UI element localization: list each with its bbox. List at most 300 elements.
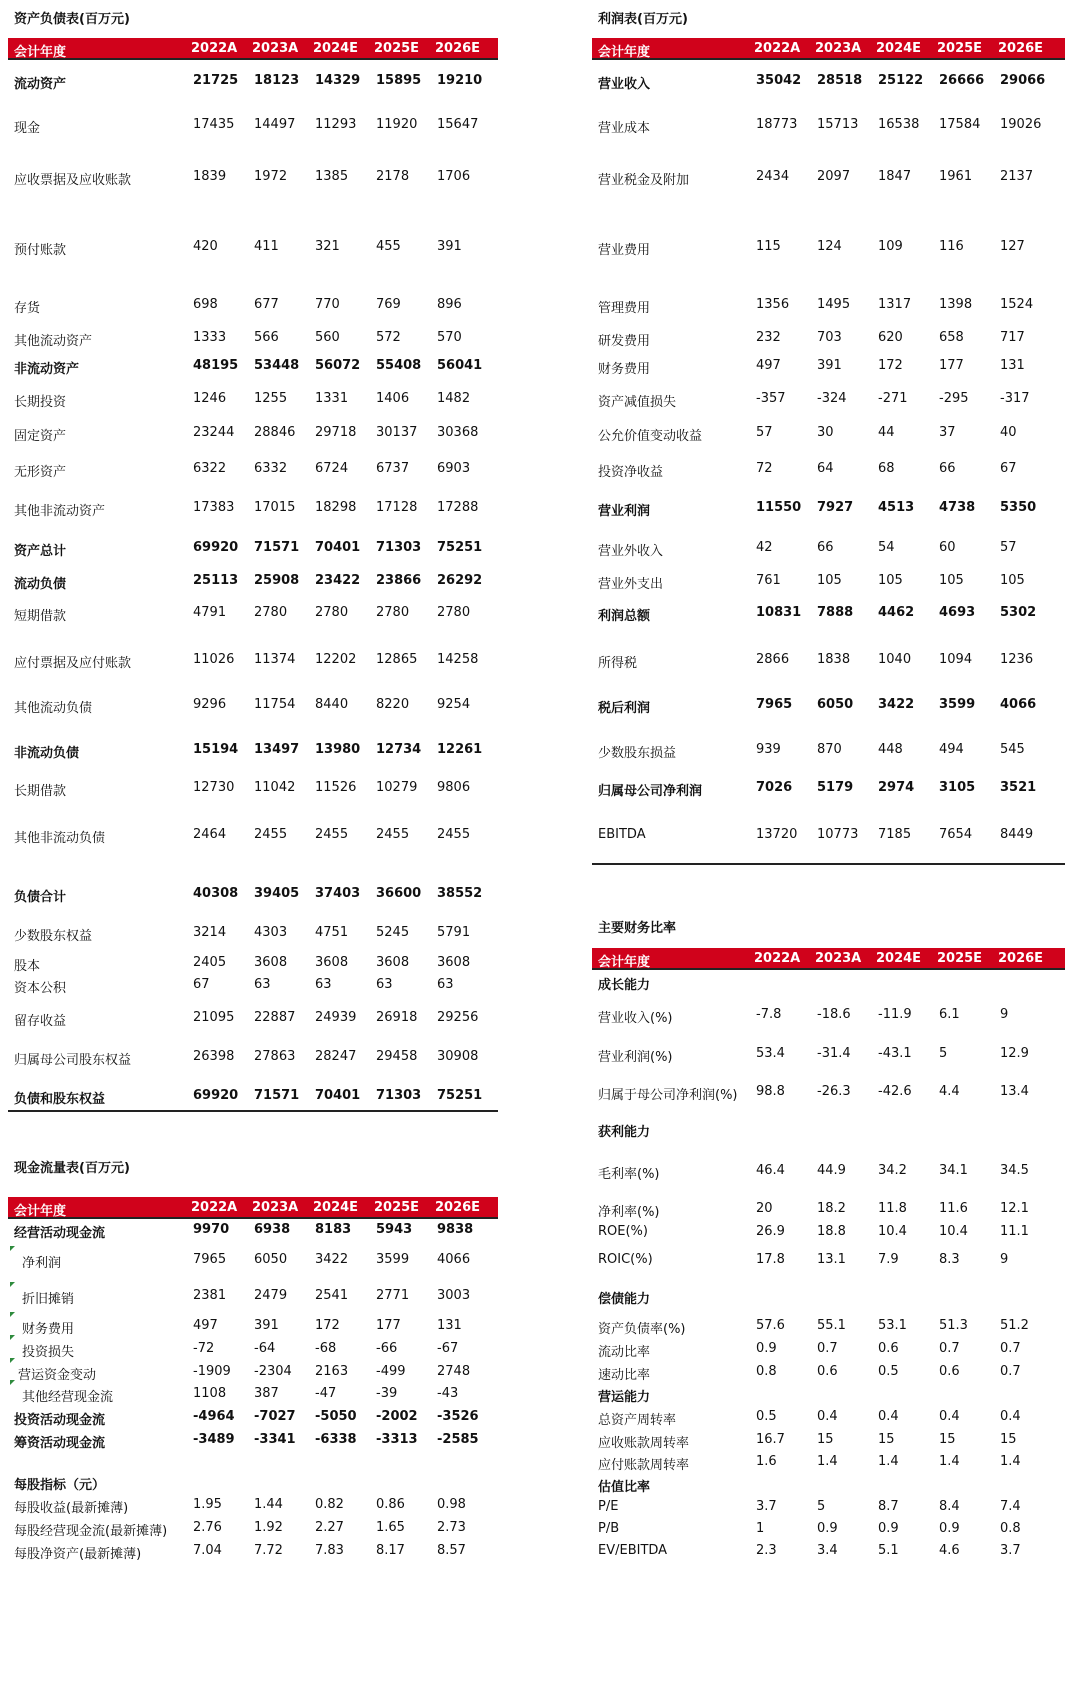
cell-value: 12730	[193, 780, 235, 795]
cell-value: 39405	[254, 886, 300, 901]
cell-value: 26918	[376, 1010, 418, 1025]
cell-value: -72	[193, 1341, 215, 1356]
row-label: 长期借款	[14, 784, 67, 799]
cell-value: 6903	[437, 461, 471, 476]
cell-value: 37403	[315, 886, 361, 901]
table-row	[592, 1318, 1065, 1338]
table-row	[8, 461, 498, 481]
row-label: 负债和股东权益	[14, 1092, 106, 1107]
cell-value: 1.65	[376, 1520, 405, 1535]
cell-value: 19026	[1000, 117, 1042, 132]
row-label: 营业利润	[598, 504, 651, 519]
row-label: 管理费用	[598, 301, 651, 316]
cell-value: 131	[1000, 358, 1025, 373]
cell-value: 11293	[315, 117, 357, 132]
cell-value: 55.1	[817, 1318, 846, 1333]
row-label: 资产总计	[14, 544, 67, 559]
table-row	[8, 239, 498, 259]
cell-value: 8.17	[376, 1543, 405, 1558]
cell-value: 1.44	[254, 1497, 283, 1512]
cell-value: 0.6	[939, 1364, 960, 1379]
cell-value: 2866	[756, 652, 790, 667]
cell-value: 57.6	[756, 1318, 785, 1333]
cell-value: 8.3	[939, 1252, 960, 1267]
cell-value: 6050	[817, 697, 854, 712]
cell-value: 6737	[376, 461, 410, 476]
row-label: 营业成本	[598, 121, 651, 136]
cell-value: 115	[756, 239, 781, 254]
cell-value: 8220	[376, 697, 410, 712]
cell-value: -2585	[437, 1432, 479, 1447]
cell-value: 1108	[193, 1386, 227, 1401]
table-row	[592, 500, 1065, 520]
cell-value: 26398	[193, 1049, 235, 1064]
row-label: 利润总额	[598, 609, 651, 624]
cell-value: 25113	[193, 573, 239, 588]
cell-value: 105	[1000, 573, 1025, 588]
cell-value: 2479	[254, 1288, 288, 1303]
cell-value: 497	[756, 358, 781, 373]
header-year: 2026E	[998, 41, 1044, 56]
row-label: 每股经营现金流(最新摊薄)	[14, 1524, 168, 1539]
cell-value: -39	[376, 1386, 398, 1401]
cell-value: 2405	[193, 955, 227, 970]
cell-value: 23866	[376, 573, 422, 588]
income_statement-header-row	[592, 38, 1065, 60]
row-label: 现金	[14, 121, 41, 136]
cell-value: 6322	[193, 461, 227, 476]
cell-value: -66	[376, 1341, 398, 1356]
cell-value: 572	[376, 330, 401, 345]
table-row	[592, 697, 1065, 717]
row-label: 资产负债率(%)	[598, 1322, 686, 1337]
cell-value: 11.1	[1000, 1224, 1029, 1239]
cell-value: -47	[315, 1386, 337, 1401]
cell-value: 2097	[817, 169, 851, 184]
row-label: 获利能力	[598, 1125, 651, 1140]
row-label: 每股收益(最新摊薄)	[14, 1501, 129, 1516]
cell-value: 29458	[376, 1049, 418, 1064]
row-label: 毛利率(%)	[598, 1167, 660, 1182]
cell-value: -4964	[193, 1409, 235, 1424]
row-label: 总资产周转率	[598, 1413, 677, 1428]
cell-value: 20	[756, 1201, 773, 1216]
cell-value: 494	[939, 742, 964, 757]
row-label: EBITDA	[598, 827, 646, 842]
table-row	[592, 297, 1065, 317]
row-label: 应收票据及应收账款	[14, 173, 132, 188]
row-label: 研发费用	[598, 334, 651, 349]
cell-value: 1094	[939, 652, 973, 667]
cell-value: 12734	[376, 742, 422, 757]
header-year: 2022A	[754, 41, 801, 56]
row-label: 流动负债	[14, 577, 67, 592]
cell-value: 13980	[315, 742, 361, 757]
cell-value: 3422	[878, 697, 915, 712]
table-row	[592, 1007, 1065, 1027]
cell-value: 769	[376, 297, 401, 312]
cell-value: 391	[254, 1318, 279, 1333]
cell-value: 620	[878, 330, 903, 345]
cell-value: 321	[315, 239, 340, 254]
table-row	[592, 540, 1065, 560]
cell-value: 1.4	[939, 1454, 960, 1469]
table-row	[8, 977, 498, 997]
row-label: 非流动资产	[14, 362, 80, 377]
cell-value: 8183	[315, 1222, 352, 1237]
cell-value: -3341	[254, 1432, 296, 1447]
table-row	[592, 1499, 1065, 1519]
table-row	[592, 974, 1065, 994]
cell-value: 57	[756, 425, 773, 440]
cell-value: -64	[254, 1341, 276, 1356]
cell-value: -295	[939, 391, 969, 406]
cell-value: 3608	[315, 955, 349, 970]
table-row	[8, 1252, 498, 1272]
cell-value: 1398	[939, 297, 973, 312]
table-row	[592, 1288, 1065, 1308]
cell-value: 3521	[1000, 780, 1037, 795]
cell-value: 30368	[437, 425, 479, 440]
per-share-title: 每股指标（元）	[14, 1478, 106, 1493]
row-label: 非流动负债	[14, 746, 80, 761]
cell-value: 23422	[315, 573, 361, 588]
cell-value: 717	[1000, 330, 1025, 345]
cell-value: 698	[193, 297, 218, 312]
cash-flow-title: 现金流量表(百万元)	[14, 1161, 130, 1176]
table-row	[8, 573, 498, 593]
cell-value: 0.82	[315, 1497, 344, 1512]
cell-value: 4066	[1000, 697, 1037, 712]
cell-value: 63	[437, 977, 454, 992]
cell-value: 870	[817, 742, 842, 757]
row-label: 营业收入(%)	[598, 1011, 673, 1026]
cell-value: 11.8	[878, 1201, 907, 1216]
cell-value: 7927	[817, 500, 854, 515]
cell-value: 0.4	[878, 1409, 899, 1424]
cell-value: 18773	[756, 117, 798, 132]
cell-value: 2771	[376, 1288, 410, 1303]
cell-value: 5350	[1000, 500, 1037, 515]
row-label: 营业税金及附加	[598, 173, 690, 188]
cell-value: 71303	[376, 1088, 422, 1103]
cell-value: 29256	[437, 1010, 479, 1025]
cell-value: 1040	[878, 652, 912, 667]
row-label: 流动资产	[14, 77, 67, 92]
cell-value: 12.1	[1000, 1201, 1029, 1216]
table-row	[8, 955, 498, 975]
cell-value: 124	[817, 239, 842, 254]
row-label: 营运能力	[598, 1390, 651, 1405]
cell-value: -31.4	[817, 1046, 851, 1061]
cell-value: 46.4	[756, 1163, 785, 1178]
corner-marker-icon	[10, 1380, 15, 1385]
table-row	[8, 780, 498, 800]
cell-value: 48195	[193, 358, 239, 373]
cell-value: 63	[376, 977, 393, 992]
cell-value: 0.98	[437, 1497, 466, 1512]
cell-value: 116	[939, 239, 964, 254]
table-row	[592, 1521, 1065, 1541]
cell-value: 40308	[193, 886, 239, 901]
cell-value: 7.83	[315, 1543, 344, 1558]
row-label: 估值比率	[598, 1480, 651, 1495]
table-row	[8, 827, 498, 847]
header-year: 2024E	[876, 41, 922, 56]
cell-value: 30	[817, 425, 834, 440]
cell-value: 1524	[1000, 297, 1034, 312]
cell-value: 172	[315, 1318, 340, 1333]
ratios-header-row	[592, 948, 1065, 970]
cell-value: 232	[756, 330, 781, 345]
cell-value: 4751	[315, 925, 349, 940]
header-year: 2025E	[937, 951, 983, 966]
cell-value: 0.9	[878, 1521, 899, 1536]
row-label: P/B	[598, 1521, 620, 1536]
row-label: 投资净收益	[598, 465, 664, 480]
cell-value: 1.92	[254, 1520, 283, 1535]
cell-value: 2780	[254, 605, 288, 620]
cell-value: -43	[437, 1386, 459, 1401]
cell-value: 5	[817, 1499, 826, 1514]
row-label: 少数股东损益	[598, 746, 677, 761]
cell-value: 29066	[1000, 73, 1046, 88]
cell-value: 11026	[193, 652, 235, 667]
row-label: 公允价值变动收益	[598, 429, 703, 444]
cell-value: 18298	[315, 500, 357, 515]
row-label: 净利润	[22, 1256, 62, 1271]
table-row	[8, 330, 498, 350]
cell-value: 2455	[437, 827, 471, 842]
row-label: 税后利润	[598, 701, 651, 716]
cell-value: 69920	[193, 540, 239, 555]
row-label: 归属母公司净利润	[598, 784, 703, 799]
cell-value: 6332	[254, 461, 288, 476]
cell-value: -317	[1000, 391, 1030, 406]
cell-value: 6938	[254, 1222, 291, 1237]
row-label: 其他非流动资产	[14, 504, 106, 519]
table-row	[8, 1520, 498, 1540]
cell-value: 7888	[817, 605, 854, 620]
cell-value: 51.3	[939, 1318, 968, 1333]
cell-value: 4.6	[939, 1543, 960, 1558]
header-year: 2024E	[876, 951, 922, 966]
cell-value: 29718	[315, 425, 357, 440]
cell-value: 22887	[254, 1010, 296, 1025]
table-row	[592, 827, 1065, 847]
table-row	[592, 239, 1065, 259]
cell-value: 13.1	[817, 1252, 846, 1267]
cell-value: 19210	[437, 73, 483, 88]
cell-value: -18.6	[817, 1007, 851, 1022]
cell-value: 28247	[315, 1049, 357, 1064]
header-year: 2023A	[815, 951, 862, 966]
cell-value: 0.5	[878, 1364, 899, 1379]
cell-value: 7.4	[1000, 1499, 1021, 1514]
cell-value: -357	[756, 391, 786, 406]
cell-value: 0.7	[817, 1341, 838, 1356]
cash_flow-header-row	[8, 1197, 498, 1219]
cell-value: 1331	[315, 391, 349, 406]
table-row	[8, 1010, 498, 1030]
cell-value: 5179	[817, 780, 854, 795]
table-row	[592, 1476, 1065, 1496]
cell-value: 2455	[254, 827, 288, 842]
header-year: 2023A	[815, 41, 862, 56]
table-row	[8, 1341, 498, 1361]
cell-value: 2178	[376, 169, 410, 184]
cell-value: 8.7	[878, 1499, 899, 1514]
cell-value: 391	[817, 358, 842, 373]
cell-value: 7.04	[193, 1543, 222, 1558]
cell-value: 9	[1000, 1252, 1009, 1267]
cell-value: 18.2	[817, 1201, 846, 1216]
cell-value: 1.4	[1000, 1454, 1021, 1469]
cell-value: 411	[254, 239, 279, 254]
row-label: 股本	[14, 959, 41, 974]
cell-value: 1.6	[756, 1454, 777, 1469]
cell-value: 420	[193, 239, 218, 254]
table-row	[592, 1121, 1065, 1141]
cell-value: 71571	[254, 1088, 300, 1103]
row-label: 营业利润(%)	[598, 1050, 673, 1065]
cell-value: 12.9	[1000, 1046, 1029, 1061]
cell-value: 3422	[315, 1252, 349, 1267]
cell-value: 3214	[193, 925, 227, 940]
cell-value: 12865	[376, 652, 418, 667]
row-label: 流动比率	[598, 1345, 651, 1360]
cell-value: 21095	[193, 1010, 235, 1025]
cell-value: 21725	[193, 73, 239, 88]
cell-value: 30908	[437, 1049, 479, 1064]
cell-value: 24939	[315, 1010, 357, 1025]
cell-value: 6724	[315, 461, 349, 476]
cell-value: 6.1	[939, 1007, 960, 1022]
cell-value: 1972	[254, 169, 288, 184]
cell-value: 3.7	[1000, 1543, 1021, 1558]
cell-value: 0.4	[939, 1409, 960, 1424]
row-label: 应付账款周转率	[598, 1458, 690, 1473]
cell-value: 3608	[376, 955, 410, 970]
row-label: 所得税	[598, 656, 638, 671]
section-divider	[8, 1110, 498, 1112]
cell-value: 0.6	[817, 1364, 838, 1379]
table-row	[8, 297, 498, 317]
row-label: 成长能力	[598, 978, 651, 993]
row-label: 存货	[14, 301, 41, 316]
cell-value: 761	[756, 573, 781, 588]
row-label: 资本公积	[14, 981, 67, 996]
row-label: 营业收入	[598, 77, 651, 92]
cell-value: -43.1	[878, 1046, 912, 1061]
table-row	[8, 425, 498, 445]
cell-value: 17.8	[756, 1252, 785, 1267]
row-label: 资产减值损失	[598, 395, 677, 410]
cell-value: 4.4	[939, 1084, 960, 1099]
row-label: 应付票据及应付账款	[14, 656, 132, 671]
cell-value: 131	[437, 1318, 462, 1333]
cell-value: 11042	[254, 780, 296, 795]
header-year: 2025E	[937, 41, 983, 56]
cell-value: 56041	[437, 358, 483, 373]
cell-value: 15194	[193, 742, 239, 757]
cell-value: 0.9	[756, 1341, 777, 1356]
cell-value: 34.5	[1000, 1163, 1029, 1178]
cell-value: 177	[939, 358, 964, 373]
row-label: 偿债能力	[598, 1292, 651, 1307]
cell-value: 8.4	[939, 1499, 960, 1514]
table-row	[592, 1409, 1065, 1429]
cell-value: 68	[878, 461, 895, 476]
cell-value: 56072	[315, 358, 361, 373]
cell-value: -11.9	[878, 1007, 912, 1022]
corner-marker-icon	[10, 1335, 15, 1340]
row-label: ROE(%)	[598, 1224, 648, 1239]
cell-value: 177	[376, 1318, 401, 1333]
row-label: 其他非流动负债	[14, 831, 106, 846]
cell-value: 26.9	[756, 1224, 785, 1239]
cell-value: 15713	[817, 117, 859, 132]
row-label: ROIC(%)	[598, 1252, 653, 1267]
cell-value: 1838	[817, 652, 851, 667]
cell-value: 2541	[315, 1288, 349, 1303]
cell-value: 2.73	[437, 1520, 466, 1535]
cell-value: 11.6	[939, 1201, 968, 1216]
table-row	[592, 1163, 1065, 1183]
row-label: 筹资活动现金流	[14, 1436, 106, 1451]
cell-value: 703	[817, 330, 842, 345]
cell-value: 14497	[254, 117, 296, 132]
table-row	[592, 1252, 1065, 1272]
cell-value: 38552	[437, 886, 483, 901]
cell-value: 14329	[315, 73, 361, 88]
row-label: 负债合计	[14, 890, 67, 905]
cell-value: 13.4	[1000, 1084, 1029, 1099]
cell-value: 4066	[437, 1252, 471, 1267]
cell-value: -499	[376, 1364, 406, 1379]
table-row	[8, 886, 498, 906]
cell-value: 105	[878, 573, 903, 588]
cell-value: 2974	[878, 780, 915, 795]
cell-value: 9970	[193, 1222, 230, 1237]
table-row	[592, 1046, 1065, 1066]
cell-value: 0.7	[1000, 1364, 1021, 1379]
cell-value: 35042	[756, 73, 802, 88]
cell-value: 2780	[315, 605, 349, 620]
cell-value: 14258	[437, 652, 479, 667]
cell-value: 127	[1000, 239, 1025, 254]
row-label: 其他经营现金流	[22, 1390, 114, 1405]
cell-value: 2.76	[193, 1520, 222, 1535]
cell-value: 1.95	[193, 1497, 222, 1512]
cell-value: 545	[1000, 742, 1025, 757]
cell-value: -68	[315, 1341, 337, 1356]
cell-value: 2381	[193, 1288, 227, 1303]
row-label: 每股净资产(最新摊薄)	[14, 1547, 142, 1562]
cell-value: 17128	[376, 500, 418, 515]
cell-value: 12202	[315, 652, 357, 667]
cell-value: 0.4	[817, 1409, 838, 1424]
table-row	[592, 330, 1065, 350]
row-label: 速动比率	[598, 1368, 651, 1383]
row-label: 营业外支出	[598, 577, 664, 592]
corner-marker-icon	[10, 1312, 15, 1317]
cell-value: 3608	[254, 955, 288, 970]
header-label: 会计年度	[14, 1204, 67, 1219]
cell-value: 2.3	[756, 1543, 777, 1558]
table-row	[8, 697, 498, 717]
cell-value: 67	[1000, 461, 1017, 476]
